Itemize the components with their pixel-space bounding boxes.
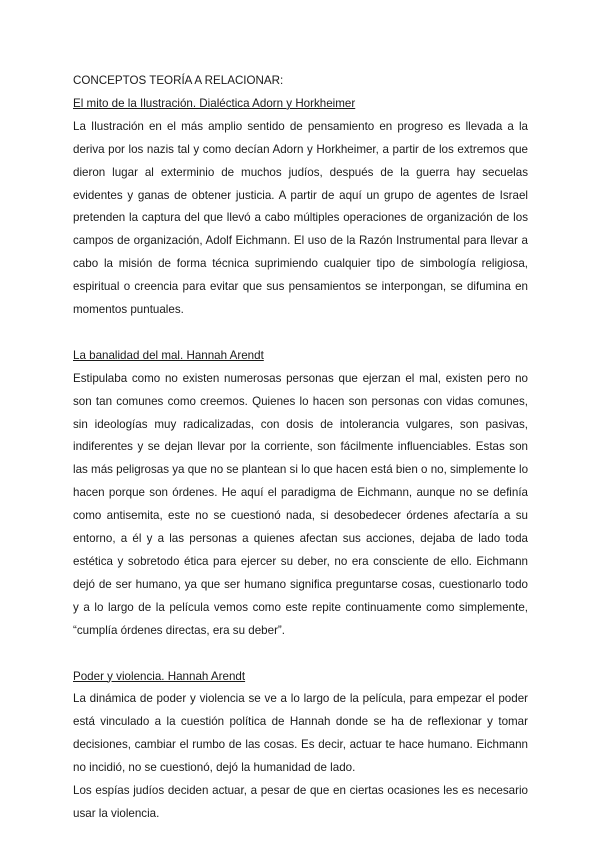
section-mito-ilustracion	[73, 93, 528, 322]
section-poder-violencia	[73, 666, 528, 826]
section-paragraph: Estipulaba como no existen numerosas personas que ejerzan el mal, existen pero no son tan comunes como creemos. Quienes lo hacen son personas con vidas comunes, sin ideologías muy radicalizadas, con dosis de intolerancia vulgares, son pasivas, indiferentes y se dejan llevar por la corriente, son fácilmente influenciables. Estas son las más peligrosas ya que no se plantean si lo que hacen está bien o no, simplemente lo hacen porque son órdenes. He aquí el paradigma de Eichmann, aunque no se definía como antisemita, este no se cuestionó nada, si desobedecer órdenes afectaría a su entorno, a él y a las personas a quienes afectan sus acciones, dejaba de lado toda estética y sobretodo ética para ejercer su deber, no era consciente de ello. Eichmann dejó de ser humano, ya que ser humano significa preguntarse cosas, cuestionarlo todo y a lo largo de la película vemos como este repite continuamente como simplemente, “cumplía órdenes directas, era su deber”.	[73, 371, 529, 637]
section-spacer	[73, 322, 528, 345]
section-title: La banalidad del mal. Hannah Arendt	[73, 348, 264, 362]
document-heading: CONCEPTOS TEORÍA A RELACIONAR:	[73, 74, 284, 87]
section-paragraph: La Ilustración en el más amplio sentido de pensamiento en progreso es llevada a la deriva por los nazis tal y como decían Adorn y Horkheimer, a partir de los extremos que dieron lugar al exterminio de muchos judíos, después de la guerra hay secuelas evidentes y ganas de obtener justicia. A partir de aquí un grupo de agentes de Israel pretenden la captura del que llevó a cabo múltiples operaciones de organización de los campos de organización, Adolf Eichmann. El uso de la Razón Instrumental para llevar a cabo la misión de forma técnica suprimiendo cualquier tipo de simbología religiosa, espiritual o creencia para evitar que sus pensamientos se interpongan, se difumina en momentos puntuales.	[73, 119, 528, 317]
section-title: Poder y violencia. Hannah Arendt	[73, 669, 246, 683]
document-page	[73, 70, 528, 826]
section-title: El mito de la Ilustración. Dialéctica Adorn y Horkheimer	[73, 96, 356, 110]
section-spacer	[73, 643, 528, 666]
section-banalidad-mal	[73, 345, 528, 643]
section-paragraph: Los espías judíos deciden actuar, a pesar de que en ciertas ocasiones les es necesario usar la violencia.	[73, 784, 528, 820]
section-paragraph: La dinámica de poder y violencia se ve a lo largo de la película, para empezar el poder está vinculado a la cuestión política de Hannah donde se ha de reflexionar y tomar decisiones, cambiar el rumbo de las cosas. Es decir, actuar te hace humano. Eichmann no incidió, no se cuestionó, dejó la humanidad de lado.	[73, 692, 528, 775]
